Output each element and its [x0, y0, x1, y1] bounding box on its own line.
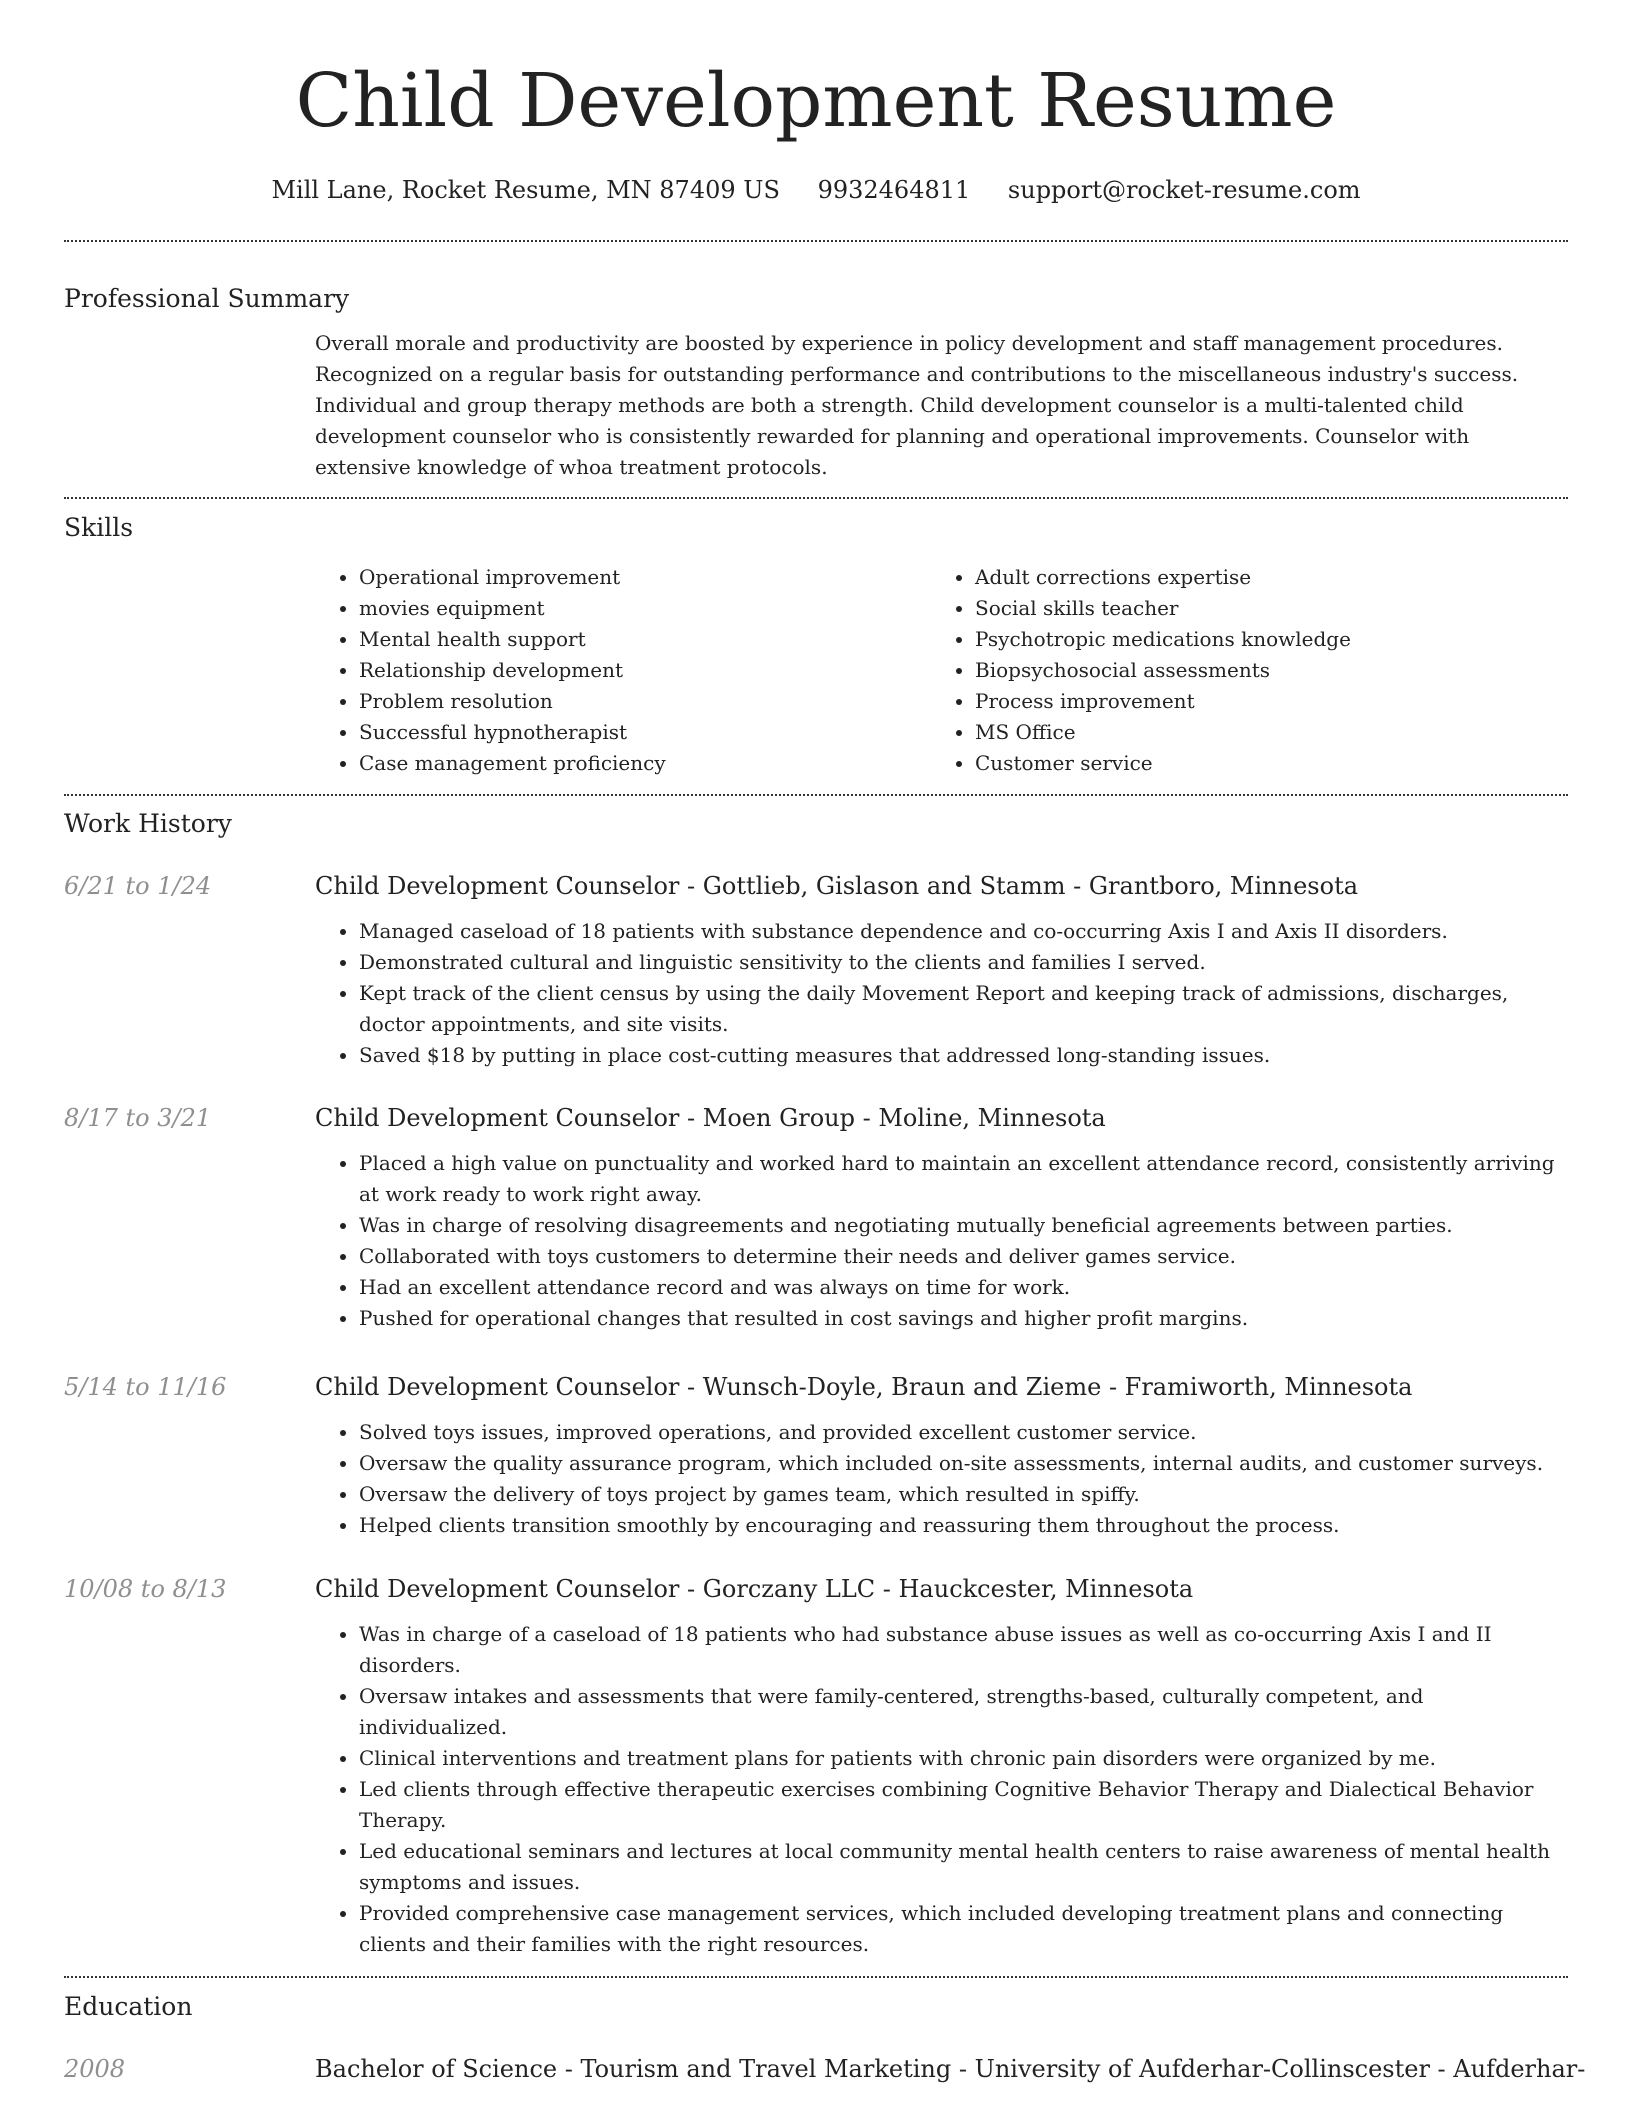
skills-list [315, 562, 1568, 779]
contact-line [64, 174, 1568, 206]
work-bullet: • Collaborated with toys customers to determine their needs and deliver games service. [359, 1241, 1568, 1272]
resume-page [64, 0, 1586, 2086]
work-dates: 5/14 to 11/16 [64, 1373, 227, 1401]
skill-item: • Adult corrections expertise [975, 562, 1547, 593]
work-entry [64, 1370, 1568, 1541]
education-details [315, 2052, 1585, 2086]
work-details [315, 1370, 1568, 1541]
work-bullet: • Oversaw intakes and assessments that were family-centered, strengths-based, culturally competent, and individualized. [359, 1681, 1568, 1743]
education-heading: Education [64, 1992, 193, 2021]
skill-item: • Social skills teacher [975, 593, 1547, 624]
summary-text: Overall morale and productivity are boosted by experience in policy development and staff management procedures. Recognized on a regular basis for outstanding performance and contributions to the miscellaneous industry's success. Individual and group therapy methods are both a strength. Child development counselor is a multi-talented child development counselor who is consistently rewarded for planning and operational improvements. Counselor with extensive knowledge of whoa treatment protocols. [315, 331, 1519, 479]
work-details [315, 1101, 1568, 1334]
work-bullet: • Clinical interventions and treatment plans for patients with chronic pain disorders were organized by me. [359, 1743, 1568, 1774]
work-bullet: • Provided comprehensive case management services, which included developing treatment plans and connecting clients and their families with the right resources. [359, 1898, 1568, 1960]
skill-item: • MS Office [975, 717, 1547, 748]
work-bullet: • Oversaw the quality assurance program, which included on-site assessments, internal audits, and customer surveys. [359, 1448, 1568, 1479]
work-entry [64, 1101, 1568, 1334]
work-bullets [315, 916, 1568, 1071]
skill-item: • Successful hypnotherapist [359, 717, 931, 748]
resume-title: Child Development Resume [295, 58, 1337, 144]
work-bullet: • Oversaw the delivery of toys project by games team, which resulted in spiffy. [359, 1479, 1568, 1510]
work-bullet: • Solved toys issues, improved operations, and provided excellent customer service. [359, 1417, 1568, 1448]
work-heading: Child Development Counselor - Gorczany LLC - Hauckcester, Minnesota [315, 1575, 1194, 1603]
section-divider [64, 794, 1568, 796]
work-bullet: • Kept track of the client census by using the daily Movement Report and keeping track of admissions, discharges, doctor appointments, and site visits. [359, 978, 1568, 1040]
summary-heading: Professional Summary [64, 284, 350, 313]
work-bullet: • Pushed for operational changes that resulted in cost savings and higher profit margins. [359, 1303, 1568, 1334]
work-bullet: • Saved $18 by putting in place cost-cutting measures that addressed long-standing issues. [359, 1040, 1568, 1071]
work-details [315, 869, 1568, 1071]
section-divider [64, 240, 1568, 242]
work-bullet: • Managed caseload of 18 patients with substance dependence and co-occurring Axis I and Axis II disorders. [359, 916, 1568, 947]
work-bullet: • Had an excellent attendance record and was always on time for work. [359, 1272, 1568, 1303]
work-dates: 10/08 to 8/13 [64, 1575, 227, 1603]
education-entry [64, 2052, 1586, 2086]
skill-item: • Case management proficiency [359, 748, 931, 779]
work-bullets [315, 1417, 1568, 1541]
work-heading: Child Development Counselor - Wunsch-Doyle, Braun and Zieme - Framiworth, Minnesota [315, 1373, 1413, 1401]
skill-item: • Biopsychosocial assessments [975, 655, 1547, 686]
skill-item: • Psychotropic medications knowledge [975, 624, 1547, 655]
work-bullets [315, 1619, 1568, 1960]
skill-item: • Mental health support [359, 624, 931, 655]
education-heading-line: Bachelor of Science - Tourism and Travel Marketing - University of Aufderhar-Collinscester - Aufderhar- [315, 2055, 1586, 2083]
skills-column-left [315, 562, 931, 779]
skills-column-right [931, 562, 1547, 779]
skill-item: • Customer service [975, 748, 1547, 779]
skill-item: • Relationship development [359, 655, 931, 686]
work-entry [64, 869, 1568, 1071]
contact-phone: 9932464811 [817, 176, 971, 204]
contact-email: support@rocket-resume.com [1007, 176, 1361, 204]
skills-heading: Skills [64, 513, 134, 542]
skill-item: • Operational improvement [359, 562, 931, 593]
work-heading: Child Development Counselor - Moen Group - Moline, Minnesota [315, 1104, 1106, 1132]
contact-address: Mill Lane, Rocket Resume, MN 87409 US [271, 176, 780, 204]
work-details [315, 1572, 1568, 1976]
work-bullet: • Helped clients transition smoothly by encouraging and reassuring them throughout the process. [359, 1510, 1568, 1541]
work-bullets [315, 1148, 1568, 1334]
work-bullet: • Led clients through effective therapeutic exercises combining Cognitive Behavior Therapy and Dialectical Behavior Therapy. [359, 1774, 1568, 1836]
work-heading: Child Development Counselor - Gottlieb, Gislason and Stamm - Grantboro, Minnesota [315, 872, 1359, 900]
skill-item: • Process improvement [975, 686, 1547, 717]
skill-item: • Problem resolution [359, 686, 931, 717]
work-bullet: • Placed a high value on punctuality and worked hard to maintain an excellent attendance record, consistently arriving at work ready to work right away. [359, 1148, 1568, 1210]
education-year: 2008 [64, 2055, 126, 2083]
work-bullet: • Was in charge of a caseload of 18 patients who had substance abuse issues as well as co-occurring Axis I and II disorders. [359, 1619, 1568, 1681]
work-bullet: • Led educational seminars and lectures at local community mental health centers to raise awareness of mental health symptoms and issues. [359, 1836, 1568, 1898]
work-bullet: • Was in charge of resolving disagreements and negotiating mutually beneficial agreements between parties. [359, 1210, 1568, 1241]
work-bullet: • Demonstrated cultural and linguistic sensitivity to the clients and families I served. [359, 947, 1568, 978]
section-divider [64, 497, 1568, 499]
work-history-heading: Work History [64, 809, 232, 838]
work-entry [64, 1572, 1568, 1976]
skill-item: • movies equipment [359, 593, 931, 624]
section-divider [64, 1976, 1568, 1978]
work-dates: 8/17 to 3/21 [64, 1104, 212, 1132]
work-dates: 6/21 to 1/24 [64, 872, 212, 900]
